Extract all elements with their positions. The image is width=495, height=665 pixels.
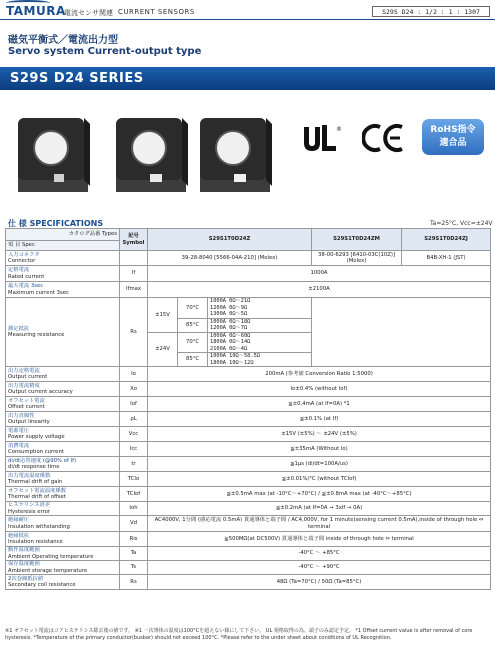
- spec-condition: Ta=25°C, Vcc=±24V: [430, 220, 493, 227]
- title-en: Servo system Current-output type: [8, 46, 202, 57]
- table-row: オフセット電流 Offset current Iof ≦±0.4mA (at If=0A) *1: [6, 397, 491, 412]
- table-row: 消費電流 Consumption current Icc ≦±35mA (Without Io): [6, 442, 491, 457]
- table-row: オフセット電流温度係数 Thermal drift of offset TCIof ≦±0.5mA max (at -10°C～+70°C) / ≦±0.8mA max (at -40°C～+85°C): [6, 487, 491, 502]
- rohs-line2: 適合品: [439, 138, 467, 148]
- model-3: S29S1T0D24ZJ: [402, 229, 491, 251]
- table-row: 出力定格電流 Output current Io 200mA (参考値 Conversion Ratio 1:5000): [6, 367, 491, 382]
- table-row: 入力コネクタ Connector 39-28-8040 [5566-04A-210] (Molex) 38-00-6293 [6410-03C(10Z)] (Molex) B4B-XH-1 (JST): [6, 251, 491, 266]
- table-row: 出力電流精度 Output current accuracy Xo Io±0.4% (without Iof): [6, 382, 491, 397]
- document-number: S29S D24 : 1/2 : 1 : 1307: [372, 6, 490, 17]
- footnote: ※1 オフセット電流はコアヒステリシス除去後の値です。 ※1 一次導体の温度は100°Cを超えない様にして下さい。 UL 規格取得の為、端子のみ認定予定。 *1 Offset current value is after removal of core hysteresis. *Temperature of the primary conductor(busbar) should not exceed 100°C. *Please refer to the under sheet about conditions of UL Recognition.: [5, 628, 473, 641]
- table-row: 電源電圧 Power supply voltage Vcc ±15V (±5%) ～ ±24V (±5%): [6, 427, 491, 442]
- category-jp: 電流センサ関連: [64, 9, 113, 17]
- company-logo: TAMURA: [6, 4, 66, 18]
- table-row: 動作温度範囲 Ambient Operating temperature Ta -40°C ～ +85°C: [6, 547, 491, 561]
- table-row: 出力直線性 Output linearity ρL ≦±0.1% (at If): [6, 412, 491, 427]
- header-symbol: 記号 Symbol: [120, 229, 148, 251]
- ul-recognized-icon: [300, 121, 342, 155]
- rohs-line1: RoHS指令: [430, 125, 476, 135]
- header-catalog: カタログ品番 Types: [6, 229, 120, 241]
- category-en: CURRENT SENSORS: [118, 8, 195, 16]
- header-divider: [0, 19, 495, 20]
- rohs-badge: [422, 119, 484, 155]
- row-label: 入力コネクタ Connector: [6, 251, 120, 266]
- svg-text:®: ®: [336, 126, 342, 133]
- table-row-measuring: 測定抵抗 Measuring resistance Rs ±15V 70°C 1000A 0Ω～21Ω 1200A 0Ω～9Ω 1300A 0Ω～5Ω: [6, 298, 491, 319]
- table-row: 出力電流温度係数 Thermal drift of gain TCIo ≦±0.01%/°C (without TCIof): [6, 472, 491, 487]
- sensor-image-1: [14, 112, 92, 196]
- spec-title: 仕 様 SPECIFICATIONS: [8, 219, 104, 228]
- model-1: S29S1T0D24Z: [148, 229, 312, 251]
- table-row: 絶縁抵抗 Insulation resistance Ris ≧500MΩ(at DC500V) 貫通導体と端子間 inside of through hole ⇔ terminal: [6, 532, 491, 547]
- table-row: 最大電流 3sec Maximum current 3sec Ifmax ±2100A: [6, 282, 491, 298]
- table-row: ヒステリシス誤差 Hysteresis error Ioh ≦±0.2mA (at If=0A → 3xIf → 0A): [6, 502, 491, 516]
- table-row: 定格電流 Rated current If 1000A: [6, 266, 491, 282]
- sensor-image-3: [196, 112, 274, 196]
- header-item: 項 目 Spec: [6, 241, 120, 251]
- model-2: S29S1T0D24ZM: [312, 229, 402, 251]
- ce-mark-icon: [362, 121, 408, 155]
- table-row: di/dt応答速度 (@90% of If) di/dt response time tr ≦1μs (di/dt=100A/us): [6, 457, 491, 472]
- series-title: S29S D24 SERIES: [10, 71, 144, 86]
- table-row: 保存温度範囲 Ambient storage temperature Ts -40°C ～ +90°C: [6, 561, 491, 575]
- title-jp: 磁気平衡式／電流出力型: [8, 35, 118, 46]
- table-row: 2次巻線抵抗値 Secondary coil resistance Rs 48Ω (Ta=70°C) / 50Ω (Ta=85°C): [6, 575, 491, 590]
- sensor-image-2: [112, 112, 190, 196]
- table-row: 絶縁耐圧 Insulation withstanding Vd AC4000V, 1分間 (感応電流 0.5mA) 貫通導体と端子間 / AC4,000V, for 1 minute(sensing current 0.5mA),inside of through hole ⇔ terminal: [6, 516, 491, 532]
- spec-table: カタログ品番 Types 記号 Symbol S29S1T0D24Z S29S1T0D24ZM S29S1T0D24ZJ 項 目 Spec 入力コネクタ Connector 39-28-8040 [5566-04A-210] (Molex) 38-00-6293 [6410-03C(10Z)] (Molex) B4B-XH-1 (JST) 定格電流 Rated current If 1000A 最大電流 3sec Maximum current 3sec Ifmax ±2100A 測定抵抗 Measuring resistance Rs ±15V 70°C 1000A 0Ω～21Ω 1200A 0Ω～9Ω 1300A 0Ω～5Ω 85°C 1000A 0Ω～18Ω 1200A 0Ω～7Ω ±24V 70°C 1000A 0Ω～60Ω 1800A 0Ω～14Ω 2100A 0Ω～4Ω 85°C 1000A 10Ω～58.5Ω 1800A 10Ω～12Ω 出力定格電流 Output current Io 200mA (参考値 Conversion Ratio 1:5000) 出力電流精度 Output current accuracy Xo Io±0.4% (without Iof) オフセット電流 Offset current Iof ≦±0.4mA (at If=0A) *1 出力直線性 Output linearity ρL ≦±0.1% (at If) 電源電圧 Power supply voltage Vcc ±15V (±5%) ～ ±24V (±5%) 消費電流 Consumption current Icc ≦±35mA (Without Io) di/dt応答速度 (@90% of If) di/dt response time tr ≦1μs (di/dt=100A/us) 出力電流温度係数 Thermal drift of gain TCIo ≦±0.01%/°C (without TCIof) オフセット電流温度係数 Thermal drift of offset TCIof ≦±0.5mA max (at -10°C～+70°C) / ≦±0.8mA max (at -40°C～+85°C) ヒステリシス誤差 Hysteresis error Ioh ≦±0.2mA (at If=0A → 3xIf → 0A) 絶縁耐圧 Insulation withstanding Vd AC4000V, 1分間 (感応電流 0.5mA) 貫通導体と端子間 / AC4,000V, for 1 minute(sensing current 0.5mA),inside of through hole ⇔ terminal 絶縁抵抗 Insulation resistance Ris ≧500MΩ(at DC500V) 貫通導体と端子間 inside of through hole ⇔ terminal 動作温度範囲 Ambient Operating temperature Ta -40°C ～ +85°C 保存温度範囲 Ambient storage temperature Ts -40°C ～ +90°C 2次巻線抵抗値 Secondary coil resistance Rs 48Ω (Ta=70°C) / 50Ω (Ta=85°C): [5, 228, 491, 590]
- table-header-row: [6, 229, 491, 241]
